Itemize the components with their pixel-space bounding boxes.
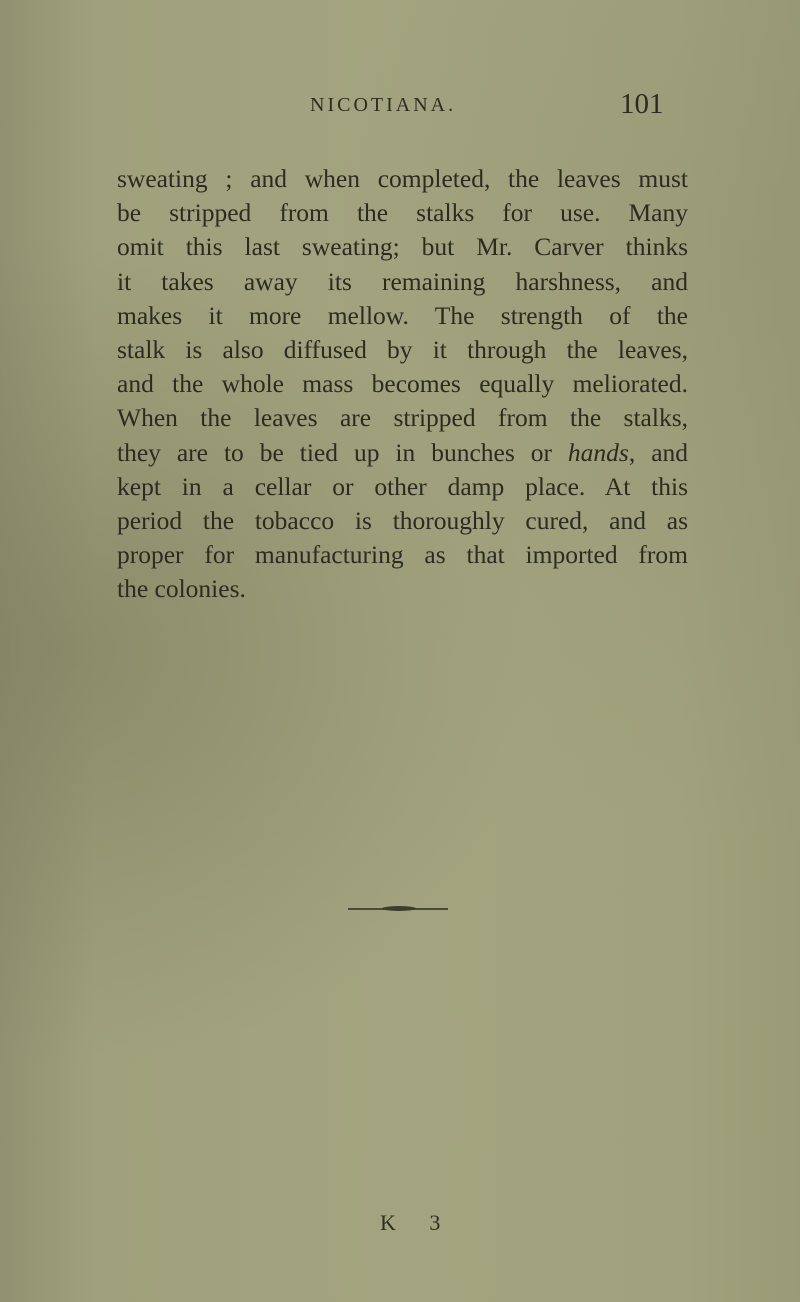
page-number: 101 bbox=[620, 88, 664, 120]
text-line: stalk is also diffused by it through the leaves, bbox=[117, 334, 688, 364]
text-line: makes it more mellow. The strength of the bbox=[117, 300, 688, 330]
ornament-swell bbox=[382, 906, 416, 911]
text-segment: they are to be tied up in bunches or bbox=[117, 437, 552, 467]
text-line: the colonies. bbox=[117, 574, 246, 604]
text-line: When the leaves are stripped from the stalks, bbox=[117, 403, 688, 433]
text-segment: , and bbox=[628, 437, 689, 467]
running-title: NICOTIANA. bbox=[310, 94, 457, 116]
text-line: be stripped from the stalks for use. Many bbox=[117, 198, 688, 228]
running-head bbox=[300, 88, 680, 128]
text-line: sweating ; and when completed, the leaves must bbox=[117, 164, 688, 193]
italic-term: hands bbox=[567, 437, 629, 467]
text-line-with-italic bbox=[117, 436, 688, 470]
text-line: omit this last sweating; but Mr. Carver thinks bbox=[117, 232, 688, 262]
text-line: proper for manufacturing as that imported from bbox=[117, 540, 688, 570]
section-end-ornament bbox=[348, 906, 448, 912]
signature-mark: K 3 bbox=[380, 1210, 455, 1235]
text-line: kept in a cellar or other damp place. At this bbox=[117, 471, 688, 501]
text-line: period the tobacco is thoroughly cured, and as bbox=[117, 505, 688, 535]
body-paragraph bbox=[117, 162, 688, 606]
text-line: it takes away its remaining harshness, and bbox=[117, 266, 688, 296]
text-line: and the whole mass becomes equally meliorated. bbox=[117, 369, 688, 399]
